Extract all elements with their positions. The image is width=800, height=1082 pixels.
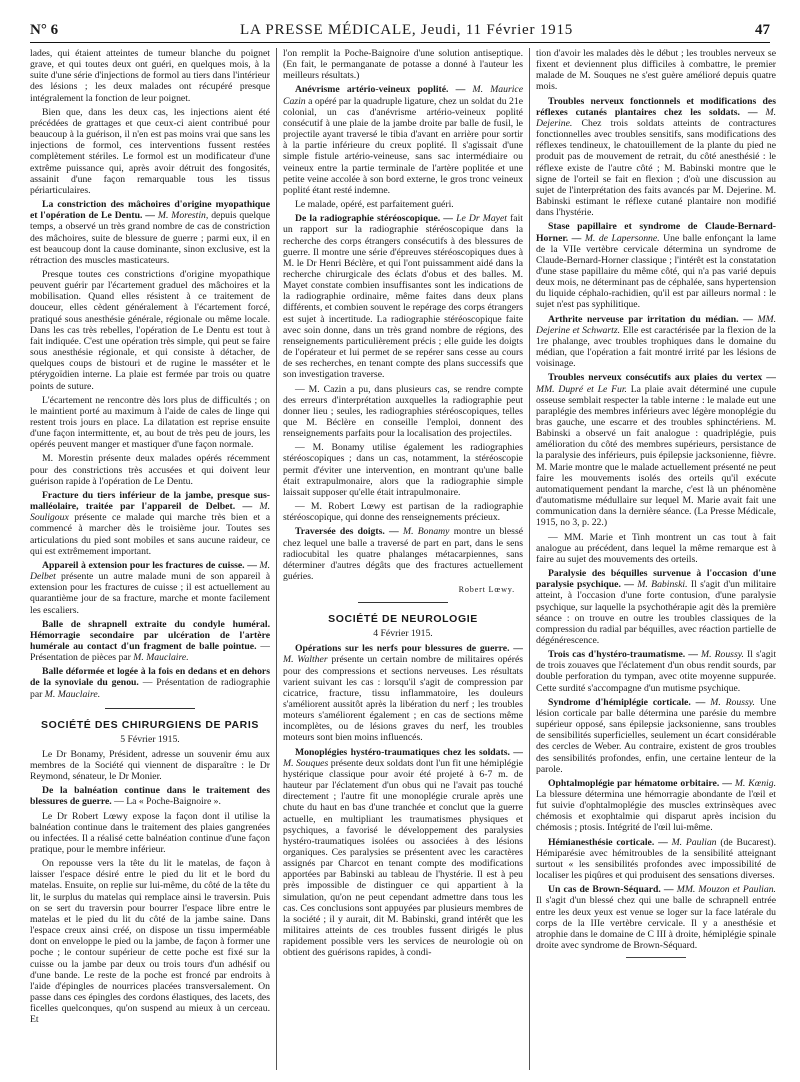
article-entry	[283, 747, 523, 959]
article-text: présente un certain nombre de militaires opérés pour des compressions et sections nerveuses. Les résultats varient suivant les cas : lorsqu'il s'agit de compression par cicatrice, fracture, tissu inflammatoire, les douleurs s'améliorent aussitôt après la libération du nerf ; les troubles moteurs s'améliorent également ; en cas de sections même incomplètes, ou de lésions graves du nerf, les troubles moteurs sont bien moins influencés.	[283, 654, 523, 744]
article-text: — Présentation de pièces par	[30, 640, 270, 664]
article-heading: De la radiographie stéréoscopique. —	[295, 213, 453, 225]
author-name: M. Maurice Cazin	[283, 84, 523, 107]
article-entry	[536, 697, 776, 775]
author-name: MM. Mouzon et Paulian.	[676, 884, 776, 896]
article-entry	[30, 666, 270, 699]
article-text: — Présentation de radiographie par	[30, 677, 270, 700]
article-heading: Monoplégies hystéro-traumatiques chez les soldats. —	[295, 746, 523, 758]
article-heading: Balle de shrapnell extraite du condyle huméral. Hémorragie secondaire par ulcération de l'artère humérale au contact d'un fragment de balle pointue.	[30, 618, 270, 652]
article-heading: Ophtalmoplégie par hématome orbitaire. —	[548, 777, 732, 789]
article-text: fait un rapport sur la radiographie stéréoscopique dans la recherche des corps étrangers consécutifs à des blessures de guerre. Il montre une série d'épreuves stéréoscopiques dues à M. le Dr Henri Béclère, et qui l'ont puissamment aidé dans la recherche chirurgicale des éclats d'obus et des balles. M. Mayet constate combien insuffisantes sont les indications de la radiographie ordinaire, même faites dans deux plans différents, et combien souvent le repérage des corps étrangers est sujet à incertitude. La radiographie stéréoscopique faite avec soin donne, dans un très grand nombre de régions, des renseignements particulièrement précis ; elle guide les doigts de l'opérateur et lui permet de se repérer sans cesse au cours de ses recherches, en tenant compte des plans successifs que son investigation traverse.	[283, 213, 523, 381]
paragraph: L'écartement ne rencontre dès lors plus de difficultés ; on le maintient porté au maximum à l'aide de cales de linge qui restent trois jours en place. La dilatation est reprise ensuite d'une façon intermittente, et, au bout de très peu de jours, les opérés peuvent manger et mastiquer d'une façon normale.	[30, 394, 270, 451]
author-name: M. Mauclaire.	[133, 652, 189, 664]
article-text: depuis quelque temps, a observé un très grand nombre de cas de constriction des mâchoires, suite de blessure de guerre ; parmi eux, il en est beaucoup dont la cause dominante, sinon exclusive, est la rétraction des muscles masticateurs.	[30, 210, 270, 266]
article-text: Il s'agit d'un militaire atteint, à l'occasion d'une forte contusion, d'une paralysie psychique, sur laquelle la psychothérapie agit dès la première séance : on trouve en outre les troubles classiques de la compression du radial par béquilles, avec réaction partielle de dégénérescence.	[536, 579, 776, 646]
paragraph: Bien que, dans les deux cas, les injections aient été précédées de grattages et que ceux-ci aient contribué pour beaucoup à la guérison, il n'en est pas moins vrai que sans les injections de formol, ces interventions fussent restées complètement stériles. Le formol est un modificateur d'une extrême puissance qui, après avoir détruit des fongosités, assainit d'une façon remarquable tous les tissus périarticulaires.	[30, 106, 270, 196]
column-middle	[283, 48, 523, 1072]
author-name: M. Delbet	[30, 559, 270, 583]
paragraph: — M. Robert Lœwy est partisan de la radiographie stéréoscopique, qui donne des renseignements précieux.	[283, 501, 523, 524]
paragraph: Le malade, opéré, est parfaitement guéri.	[295, 199, 454, 211]
signature: Robert Lœwy.	[458, 585, 515, 595]
article-entry	[536, 96, 776, 219]
article-entry	[30, 199, 270, 266]
author-name: MM. Dupré et Le Fur.	[536, 383, 627, 395]
article-heading: De la balnéation continue dans le traitement des blessures de guerre.	[30, 785, 270, 808]
section-separator	[105, 708, 195, 709]
article-text: a opéré par la quadruple ligature, chez un soldat du 21e colonial, un cas d'anévrisme artério-veineux poplité consécutif à une plaie de la jambe droite par balle de fusil, le projectile ayant traversé le tibia d'avant en arrière pour sortir à la partie inférieure du creux poplité. Il s'agissait d'une simple fistule artério-veineuse, sans sac intermédiaire ou veineux entre la partie terminale de l'artère poplitée et une petite veine accolée à son bord externe, le gros tronc veineux poplité étant resté indemne.	[283, 95, 523, 196]
column-divider	[276, 48, 277, 1070]
issue-number: N° 6	[30, 21, 59, 38]
article-entry	[536, 884, 776, 951]
article-entry	[536, 837, 776, 882]
article-heading: Anévrisme artério-veineux poplité. —	[295, 84, 466, 96]
page-header	[30, 18, 770, 43]
author-name: M. Babinski.	[637, 579, 688, 591]
article-heading: Troubles nerveux fonctionnels et modifications des réflexes cutanés plantaires chez les soldats. —	[536, 95, 776, 118]
article-entry	[283, 213, 523, 380]
paragraph: Presque toutes ces constrictions d'origine myopathique peuvent guérir par l'écartement graduel des mâchoires et la mobilisation. Quand elles résistent à ce traitement de douceur, elles cèdent généralement à l'écartement forcé, pratiqué sous anesthésie générale, régionale ou même locale. Dans les cas très rebelles, l'opération de Le Dentu est tout à fait indiquée. C'est une opération très simple, qui peut se faire sous anesthésie régionale, et qui consiste à détacher, de quelques coups de bistouri et de rugine le masséter et le ptérygoïdien interne. La plaie est fermée par trois ou quatre points de suture.	[30, 268, 270, 392]
session-date: 4 Février 1915.	[373, 628, 433, 640]
article-entry	[283, 526, 523, 582]
article-entry	[283, 643, 523, 743]
paragraph: Le Dr Bonamy, Président, adresse un souvenir ému aux membres de la Société qui viennent de disparaître : le Dr Reymond, sénateur, le Dr Monier.	[30, 748, 270, 783]
paragraph: l'on remplit la Poche-Baignoire d'une solution antiseptique. (En fait, le permanganate de potasse a donné à l'auteur les meilleurs résultats.)	[283, 48, 523, 82]
article-entry	[536, 221, 776, 310]
column-left	[30, 48, 270, 1072]
article-heading: Trois cas d'hystéro-traumatisme. —	[548, 649, 698, 661]
article-heading: Opérations sur les nerfs pour blessures de guerre. —	[295, 643, 523, 655]
article-text: Il s'agit de trois zouaves que l'éclatement d'un obus rendit sourds, par double perforation du tympan, avec otite moyenne suppurée. Cette surdité s'accompagne d'un mutisme psychique.	[536, 649, 776, 694]
paragraph: — M. Bonamy utilise également les radiographies stéréoscopiques ; dans un cas, notamment, la stéréoscopie permit d'éviter une intervention, en montrant qu'une balle était extrapulmonaire, alors que la radiographie simple laissait supposer qu'elle était intrapulmonaire.	[283, 442, 523, 498]
journal-title: LA PRESSE MÉDICALE, Jeudi, 11 Février 1915	[240, 21, 574, 38]
society-heading: SOCIÉTÉ DE NEUROLOGIE	[328, 613, 478, 626]
article-entry	[536, 649, 776, 694]
article-heading: Un cas de Brown-Séquard. —	[548, 884, 674, 896]
paragraph: — MM. Marie et Tinh montrent un cas tout à fait analogue au précédent, dans lequel la même remarque est à faire au sujet des mouvements des orteils.	[536, 531, 776, 565]
paragraph: lades, qui étaient atteintes de tumeur blanche du poignet grave, et qui toutes deux ont guéri, en quelques mois, à la suite d'une série d'injections de formol au tiers dans l'intérieur des lésions ; les deux malades ont récupéré presque intégralement la fonction de leur poignet.	[30, 48, 270, 104]
article-text: Il s'agit d'un blessé chez qui une balle de schrapnell entrée entre les deux yeux est venue se loger sur la face latérale du corps de la IIIe vertèbre cervicale. Il y a anesthésie et atrophie dans le domaine de C III à droite, hémiplégie spinale droite avec syndrome de Brown-Séquard.	[536, 895, 776, 952]
article-text: La blessure détermina une hémorragie abondante de l'œil et fut suivie d'ophtalmoplégie des muscles extrinsèques avec chémosis et exophtalmie qui disparut après incision du chémosis ; ptosis. Intégrité de l'œil lui-même.	[536, 789, 776, 834]
article-text: Elle est caractérisée par la flexion de la 1re phalange, avec troubles trophiques dans le domaine du médian, que l'opération a fait montré irrité par les lésions de voisinage.	[536, 324, 776, 370]
author-name: MM. Dejerine et Schwartz.	[536, 313, 776, 336]
article-entry	[30, 560, 270, 616]
end-separator	[626, 957, 686, 958]
article-text: présente un autre malade muni de son appareil à extension pour les fractures de cuisse ; il est actuellement au quarantième jour de sa fracture, marche et monte facilement les escaliers.	[30, 571, 270, 616]
paragraph: On repousse vers la tête du lit le matelas, de façon à laisser l'espace désiré entre le pied du lit et le bord du matelas. Ensuite, on replie sur lui-même, du côté de la tête du lit, le surplus du matelas qui remplace ainsi le traversin. Puis on se sert du traversin pour bourrer l'espace libre entre le matelas et le pied du lit du côté de la jambe saine. Dans l'espace creux ainsi créé, on dispose un tissu imperméable dont on enveloppe le pied ou la jambe, de façon à former une poche ; le contour supérieur de cette poche est fixé sur la cuisse ou la jambe par deux ou trois tours d'un adhésif ou d'une bande. Le reste de la poche est froncé par endroits à l'aide d'épingles de nourrices placées transversalement. On passe dans ces épingles des cordons élastiques, des lacets, des ficelles quelconques, qu'on suspend au mieux à un cerceau. Et	[30, 858, 270, 1026]
author-name: M. Morestin,	[157, 210, 209, 222]
article-text: présente deux soldats dont l'un fit une hémiplégie hystérique classique pour avoir été projeté à 6-7 m. de hauteur par l'éclatement d'un obus qui ne l'avait pas touché directement ; l'autre fit une monoplégie crurale après une chute du haut en bas d'une tranchée et conclut que la guerre actuelle, en multipliant les traumatismes physiques et psychiques, a favorisé le développement des paralysies hystéro-traumatiques isolées ou associées à des lésions organiques. Ces paralysies se présentent avec les caractères assignés par Charcot en tenant compte des modifications apportées par Babinski au tableau de l'hystérie. Il est à peu près impossible de distinguer ce qui appartient à la simulation, qu'on ne peut cependant admettre dans tous les cas. Ces conclusions sont appuyées par plusieurs membres de la société ; il y aurait, dit M. Babinski, grand intérêt que les militaires atteints de ces troubles fussent dirigés le plus rapidement possible vers les services de neurologie où on obtient des guérisons rapides, à condi-	[283, 757, 523, 959]
author-name: M. Roussy.	[710, 696, 755, 708]
article-heading: La constriction des mâchoires d'origine myopathique et l'opération de Le Dentu. —	[30, 199, 270, 222]
article-text: — La « Poche-Baignoire ».	[114, 796, 221, 808]
paragraph: M. Morestin présente deux malades opérés récemment pour des constrictions très accusées et qui doivent leur guérison rapide à l'opération de Le Dentu.	[30, 453, 270, 487]
article-text: présente ce malade qui marche très bien et a commencé à marcher dès le troisième jour. Toutes ses articulations du pied sont mobiles et sans aucune raideur, ce qui est extrêmement important.	[30, 512, 270, 557]
author-name: M. Bonamy	[403, 526, 450, 538]
column-right	[536, 48, 776, 1072]
author-name: M. Mauclaire.	[44, 688, 101, 700]
article-text: La plaie avait déterminé une cupule osseuse semblait respecter la table interne : le malade eut une paraplégie des membres inférieurs avec légère monoplégie du bras gauche, une escarre et des troubles sphinctériens. M. Babinski a observé un fait analogue : quadriplégie, puis amélioration du côté des membres supérieurs, persistance de la paralysie des inférieurs, puis épilepsie jacksonienne, fièvre. M. Marie montre que le malade actuellement présenté ne peut faire les mouvements isolés des orteils qu'il exécute automatiquement pendant la marche, c'est là un phénomène d'automatisme médullaire sur lequel M. Marie avait fait une communication dans la dernière séance. (La Presse Médicale, 1915, no 3, p. 22.)	[536, 383, 776, 529]
article-text: Une lésion corticale par balle détermina une parésie du membre supérieur opposé, sans épilepsie jacksonienne, sans troubles de sensibilités superficielles, seulement un écart considérable des cercles de Weber. Au contraire, existent de gros troubles des sensibilités profondes, enfin, une certaine lenteur de la parole.	[536, 696, 776, 775]
article-heading: Traversée des doigts. —	[295, 526, 399, 538]
author-name: M. Roussy.	[701, 649, 744, 661]
article-entry	[30, 619, 270, 664]
author-name: M. Souques	[283, 757, 329, 769]
author-name: Le Dr Mayet	[456, 213, 507, 225]
article-heading: Balle déformée et logée à la fois en dedans et en dehors de la synoviale du genou.	[30, 666, 270, 689]
article-heading: Hémianesthésie corticale. —	[548, 836, 668, 848]
article-entry	[283, 84, 523, 196]
article-heading: Arthrite nerveuse par irritation du médian. —	[548, 313, 753, 325]
author-name: M. Paulian	[671, 836, 717, 848]
article-entry	[536, 372, 776, 528]
article-entry	[30, 490, 270, 557]
article-heading: Troubles nerveux consécutifs aux plaies du vertex —	[548, 372, 776, 384]
society-heading: SOCIÉTÉ DES CHIRURGIENS DE PARIS	[41, 718, 259, 731]
paragraph: — M. Cazin a pu, dans plusieurs cas, se rendre compte des erreurs d'interprétation auxquelles la radiographie peut donner lieu ; seules, les radiographies stéréoscopiques, telles que M. Béclère en conseille l'emploi, donnent des renseignements parfaits pour la localisation des projectiles.	[283, 383, 523, 440]
paragraph: tion d'avoir les malades dès le début ; les troubles nerveux se fixent et deviennent plus difficiles à combattre, le premier malade de M. Souques ne s'est guère amélioré depuis quatre mois.	[536, 48, 776, 93]
article-heading: Appareil à extension pour les fractures de cuisse. —	[42, 559, 257, 571]
article-heading: Syndrome d'hémiplégie corticale. —	[548, 696, 706, 708]
author-name: M. Souligoux	[30, 501, 270, 524]
author-name: M. Kœnig.	[734, 777, 776, 789]
article-text: montre un blessé chez lequel une balle a traversé de part en part, dans le sens radiocubital les quatre phalanges métacarpiennes, sans déterminer d'autres dégâts que des fractures actuellement guéries.	[283, 526, 523, 583]
article-entry	[536, 568, 776, 646]
article-entry	[536, 314, 776, 370]
section-separator	[358, 602, 448, 603]
article-text: Chez trois soldats atteints de contractures fonctionnelles avec troubles sensitifs, sans modifications des réflexes tendineux, le chatouillement de la plante du pied ne produit pas de mouvement de retrait, du côté anesthésié : le réflexe existe de l'autre côté ; M. Babinski montre que le signe de l'orteil se fait en flexion ; d'où une discussion au sujet de l'interprétation des faits avancés par M. Dejerine. M. Babinski estimant le réflexe cutané plantaire non modifié dans l'hystérie.	[536, 117, 776, 219]
author-name: M. Dejerine.	[536, 106, 776, 129]
paragraph: Le Dr Robert Lœwy expose la façon dont il utilise la balnéation continue dans le traitement des plaies gangrenées ou infectées. Il a réalisé cette balnéation continue d'une façon pratique, pour le membre inférieur.	[30, 810, 270, 855]
article-heading: Stase papillaire et syndrome de Claude-Bernard-Horner. —	[536, 221, 776, 244]
column-divider	[529, 48, 530, 1070]
author-name: M. de Lapersonne.	[584, 232, 660, 244]
author-name: M. Walther	[283, 654, 328, 666]
article-entry	[536, 778, 776, 834]
session-date: 5 Février 1915.	[120, 733, 180, 745]
article-entry	[30, 785, 270, 807]
page-number: 47	[754, 21, 770, 38]
article-heading: Paralysie des béquilles survenue à l'occasion d'une paralysie psychique. —	[536, 568, 776, 591]
article-heading: Fracture du tiers inférieur de la jambe, presque sus-malléolaire, traitée par l'appareil de Delbet. —	[30, 489, 270, 513]
article-text: (de Bucarest). Hémiparésie avec hémitroubles de la sensibilité atteignant surtout « les sensibilités profondes avec impossibilité de localiser les piqûres et qui produisent des sensations diverses.	[536, 836, 776, 882]
article-text: Une balle enfonçant la lame de la VIIe vertèbre cervicale détermina un syndrome de Claude-Bernard-Horner classique ; l'intérêt est la constatation d'une stase papillaire du même côté, qui n'a pas varié depuis deux mois, ne déterminant pas de céphalée, sans hypertension du liquide céphalo-rachidien, qu'il est par ailleurs normal : le sujet n'est pas syphilitique.	[536, 232, 776, 311]
